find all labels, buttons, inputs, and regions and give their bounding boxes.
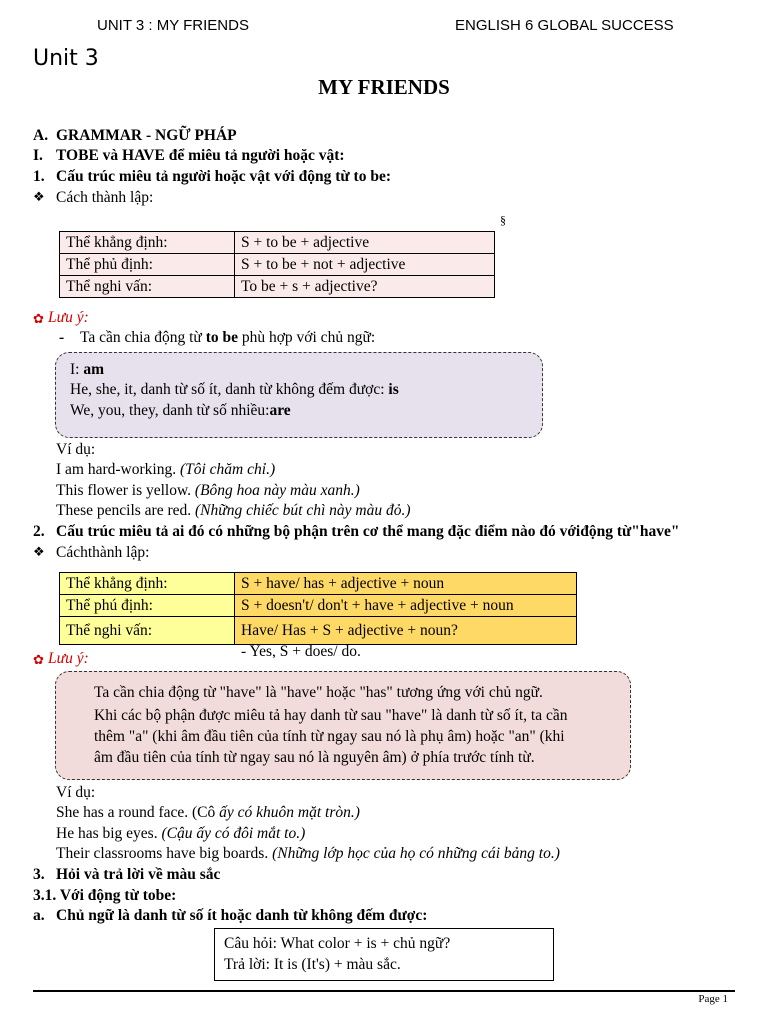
box2-line: thêm "a" (khi âm đầu tiên của tính từ ngay sau nó là phụ âm) hoặc "an" (khi [94, 728, 565, 745]
table-row [60, 617, 577, 645]
table-row [60, 276, 495, 298]
header-left: UNIT 3 : MY FRIENDS [97, 17, 249, 34]
box2-line: Ta cần chia động từ "have" là "have" hoặc "has" tương ứng với chủ ngữ. [94, 684, 543, 701]
example-label-1: Ví dụ: [56, 441, 96, 458]
example-en: I am hard-working. [56, 461, 180, 478]
section-3-1-heading: 3.1. Với động từ tobe: [33, 887, 177, 904]
table-cell: S + to be + not + adjective [235, 254, 495, 276]
section-a-item-num: a. [33, 907, 45, 924]
table-cell: Have/ Has + S + adjective + noun? [235, 617, 577, 645]
example-vi: (Cậu ấy có đôi mắt to.) [161, 825, 306, 842]
note-label-2: Lưu ý: [48, 650, 89, 667]
box1-line [70, 381, 399, 399]
note-1-pre: Ta cần chia động từ [80, 329, 206, 346]
box2-line: âm đầu tiên của tính từ ngay sau nó là nguyên âm) ở phía trước tính từ. [94, 749, 535, 766]
example-line [56, 461, 275, 479]
section-1-heading: Cấu trúc miêu tả người hoặc vật với động từ to be: [56, 168, 391, 185]
example-label-2: Ví dụ: [56, 784, 96, 801]
table-cell: To be + s + adjective? [235, 276, 495, 298]
formation-label-1: Cách thành lập: [56, 189, 154, 206]
example-line [56, 482, 360, 500]
example-en: This flower is yellow. [56, 482, 195, 499]
diamond-bullet-icon: ❖ [33, 190, 45, 205]
table-cell: Thể khẳng định: [60, 573, 235, 595]
section-3-heading: Hỏi và trả lời về màu sắc [56, 866, 221, 883]
box1-text: I: [70, 361, 84, 378]
box1-bold: is [388, 381, 399, 398]
example-vi: (Những lớp học của họ có những cái bảng to.) [272, 845, 560, 862]
section-2-heading: Cấu trúc miêu tả ai đó có những bộ phận trên cơ thể mang đặc điểm nào đó vớiđộng từ"have" [56, 523, 680, 540]
table-cell: S + have/ has + adjective + noun [235, 573, 577, 595]
table-row [60, 595, 577, 617]
example-vi: (Những chiếc bút chì này màu đỏ.) [195, 502, 411, 519]
answer-line: - Yes, S + does/ do. [241, 643, 361, 658]
diamond-bullet-icon: ❖ [33, 545, 45, 560]
page-number: Page 1 [698, 993, 728, 1005]
section-3-num: 3. [33, 866, 45, 883]
note-dash: - [59, 329, 65, 346]
example-vi: (Tôi chăm chỉ.) [179, 461, 276, 478]
footer-divider [33, 990, 735, 992]
example-en: Their classrooms have big boards. [56, 845, 273, 862]
section-1-num: 1. [33, 168, 45, 185]
note-1-text [80, 329, 375, 347]
section-2-num: 2. [33, 523, 45, 540]
tobe-structure-table [59, 231, 495, 298]
example-line [56, 825, 305, 843]
note-1-bold: to be [205, 329, 238, 346]
table-row [60, 573, 577, 595]
box3-line: Câu hỏi: What color + is + chủ ngữ? [224, 935, 451, 952]
flower-icon: ✿ [33, 311, 44, 326]
section-i-heading: TOBE và HAVE để miêu tả người hoặc vật: [56, 147, 345, 164]
example-en: She has a round face. (Cô [56, 804, 220, 821]
section-mark: § [500, 213, 506, 227]
have-structure-table [59, 572, 577, 645]
table-cell: Thể nghi vấn: [60, 617, 235, 645]
table-cell: S + doesn't/ don't + have + adjective + noun [235, 595, 577, 617]
example-en: He has big eyes. [56, 825, 162, 842]
box1-line [70, 361, 104, 379]
example-line [56, 502, 411, 520]
table-cell: Thể khẳng định: [60, 232, 235, 254]
table-row [60, 232, 495, 254]
example-line [56, 804, 360, 822]
table-cell: Thể phủ định: [60, 254, 235, 276]
note-1-post: phù hợp với chủ ngữ: [237, 329, 376, 346]
table-cell: S + to be + adjective [235, 232, 495, 254]
table-cell: Thể nghi vấn: [60, 276, 235, 298]
example-vi: ấy có khuôn mặt tròn.) [219, 804, 360, 821]
box1-line [70, 402, 291, 420]
flower-icon: ✿ [33, 652, 44, 667]
box2-line: Khi các bộ phận được miêu tả hay danh từ sau "have" là danh từ số ít, ta cần [94, 707, 568, 724]
example-en: These pencils are red. [56, 502, 196, 519]
box1-text: We, you, they, danh từ số nhiều: [70, 402, 270, 419]
box3-line: Trả lời: It is (It's) + màu sắc. [224, 956, 401, 973]
unit-label: Unit 3 [33, 46, 99, 71]
box1-bold: are [269, 402, 291, 419]
table-cell: Thể phú định: [60, 595, 235, 617]
box1-bold: am [83, 361, 105, 378]
box1-text: He, she, it, danh từ số ít, danh từ không đếm được: [70, 381, 389, 398]
example-vi: (Bông hoa này màu xanh.) [194, 482, 360, 499]
section-a-num: A. [33, 127, 49, 144]
note-label: Lưu ý: [48, 309, 89, 326]
header-right: ENGLISH 6 GLOBAL SUCCESS [455, 17, 674, 34]
section-i-num: I. [33, 147, 43, 164]
section-a-item-heading: Chủ ngữ là danh từ số ít hoặc danh từ không đếm được: [56, 907, 428, 924]
section-a-heading: GRAMMAR - NGỮ PHÁP [56, 127, 237, 144]
formation-label-2: Cáchthành lập: [56, 544, 150, 561]
example-line [56, 845, 560, 863]
page-title: MY FRIENDS [318, 75, 450, 99]
table-row [60, 254, 495, 276]
